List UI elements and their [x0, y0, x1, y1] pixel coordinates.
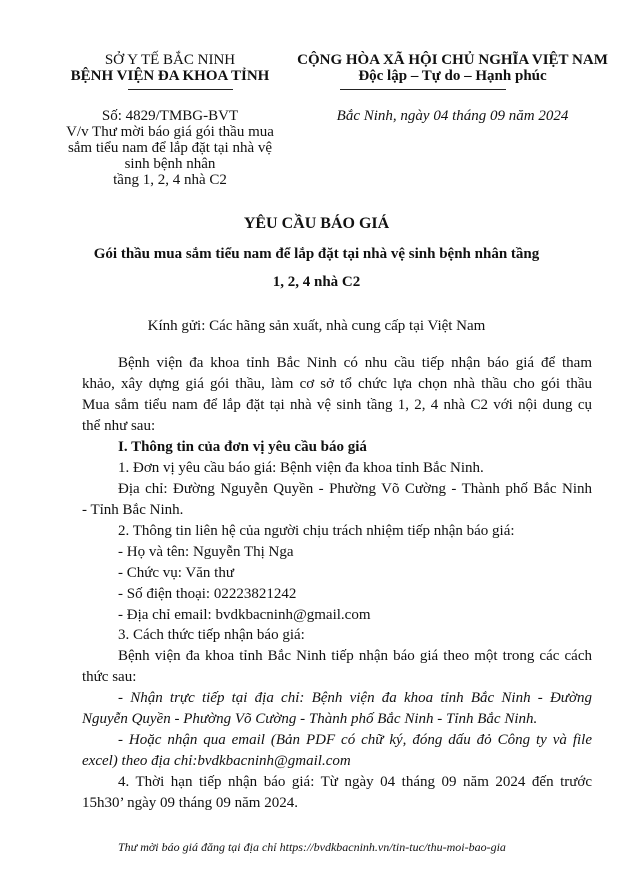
department-name: SỞ Y TẾ BẮC NINH	[104, 52, 236, 68]
body-line: Địa chỉ: Đường Nguyễn Quyền - Phường Võ Cường - Thành phố Bắc Ninh	[118, 481, 592, 497]
body-line: - Hoặc nhận qua email (Bản PDF có chữ ký, đóng dấu đỏ Công ty và file	[118, 732, 592, 748]
contact-position: - Chức vụ: Văn thư	[118, 565, 234, 581]
body-line: 15h30’ ngày 09 tháng 09 năm 2024.	[82, 795, 298, 811]
body-line: 2. Thông tin liên hệ của người chịu trách nhiệm tiếp nhận báo giá:	[118, 523, 515, 539]
subject-line: V/v Thư mời báo giá gói thầu mua	[66, 124, 274, 140]
document-number: Số: 4829/TMBG-BVT	[101, 108, 239, 124]
date-line: Bắc Ninh, ngày 04 tháng 09 năm 2024	[336, 108, 569, 124]
body-line: thể như sau:	[82, 418, 156, 434]
divider	[128, 89, 233, 90]
body-line: khảo, xây dựng giá gói thầu, làm cơ sở tổ chức lựa chọn nhà thầu cho gói thầu	[82, 376, 592, 392]
divider	[340, 89, 506, 90]
contact-email: - Địa chỉ email: bvdkbacninh@gmail.com	[118, 607, 371, 623]
hospital-name: BỆNH VIỆN ĐA KHOA TỈNH	[70, 68, 270, 84]
body-line: Mua sắm tiểu nam để lắp đặt tại nhà vệ sinh tầng 1, 2, 4 nhà C2 với nội dung cụ	[82, 397, 592, 413]
recipient: Kính gửi: Các hãng sản xuất, nhà cung cấp tại Việt Nam	[147, 318, 486, 334]
body-line: Bệnh viện đa khoa tỉnh Bắc Ninh có nhu cầu tiếp nhận báo giá để tham	[118, 355, 592, 371]
contact-phone: - Số điện thoại: 02223821242	[118, 586, 297, 602]
body-line: thức sau:	[82, 669, 137, 685]
body-line: - Tỉnh Bắc Ninh.	[82, 502, 184, 518]
subtitle-line: Gói thầu mua sắm tiểu nam để lắp đặt tại nhà vệ sinh bệnh nhân tầng	[93, 246, 540, 262]
body-line: 4. Thời hạn tiếp nhận báo giá: Từ ngày 04 tháng 09 năm 2024 đến trước	[118, 774, 592, 790]
national-title: CỘNG HÒA XÃ HỘI CHỦ NGHĨA VIỆT NAM	[297, 52, 608, 68]
subject-line: sắm tiểu nam để lắp đặt tại nhà vệ	[67, 140, 273, 156]
body-line: excel) theo địa chỉ:bvdkbacninh@gmail.com	[82, 753, 351, 769]
body-line: 3. Cách thức tiếp nhận báo giá:	[118, 627, 305, 643]
contact-name: - Họ và tên: Nguyễn Thị Nga	[118, 544, 294, 560]
footer-note: Thư mời báo giá đăng tại địa chỉ https://bvdkbacninh.vn/tin-tuc/thu-moi-bao-gia	[118, 840, 506, 854]
body-line: - Nhận trực tiếp tại địa chỉ: Bệnh viện đa khoa tỉnh Bắc Ninh - Đường	[118, 690, 592, 706]
subject-line: sinh bệnh nhân	[124, 156, 216, 172]
page-title: YÊU CẦU BÁO GIÁ	[243, 215, 390, 232]
body-line: Bệnh viện đa khoa tỉnh Bắc Ninh tiếp nhận báo giá theo một trong các cách	[118, 648, 592, 664]
body-line: Nguyễn Quyền - Phường Võ Cường - Thành phố Bắc Ninh - Tỉnh Bắc Ninh.	[82, 711, 538, 727]
section-heading: I. Thông tin của đơn vị yêu cầu báo giá	[118, 439, 367, 455]
subject-line: tầng 1, 2, 4 nhà C2	[113, 172, 227, 188]
subtitle-line: 1, 2, 4 nhà C2	[272, 274, 361, 290]
body-line: 1. Đơn vị yêu cầu báo giá: Bệnh viện đa khoa tỉnh Bắc Ninh.	[118, 460, 484, 476]
national-motto: Độc lập – Tự do – Hạnh phúc	[358, 68, 547, 84]
